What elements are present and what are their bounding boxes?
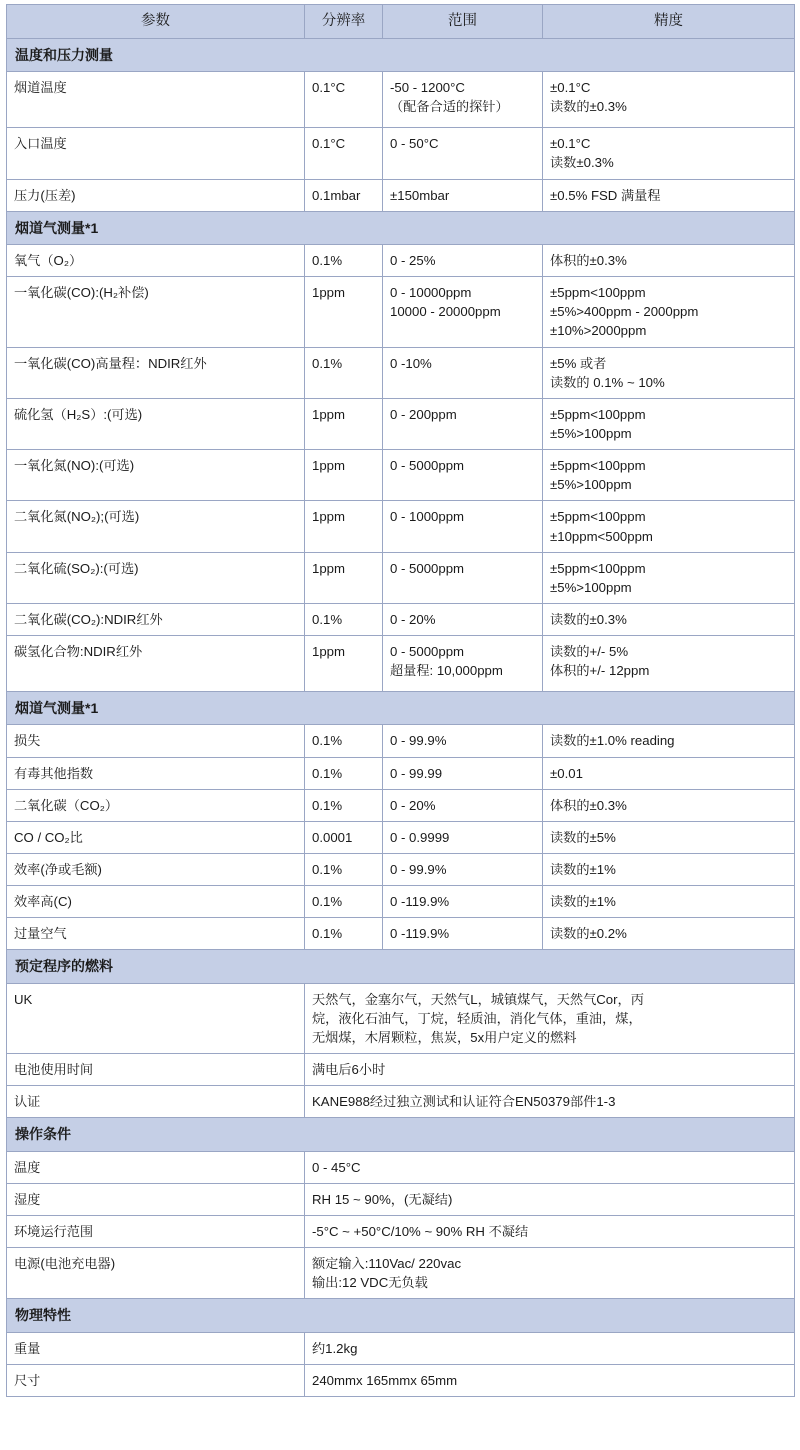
- cell-accuracy: ±5ppm<100ppm ±5%>400ppm - 2000ppm ±10%>2000ppm: [543, 277, 795, 347]
- cell-resolution: 0.1%: [305, 347, 383, 398]
- table-row: [7, 854, 795, 886]
- cell-resolution: 0.1%: [305, 604, 383, 636]
- column-header-resolution: 分辨率: [305, 5, 383, 39]
- cell-range: -50 - 1200°C （配备合适的探针）: [383, 72, 543, 128]
- cell-parameter: 烟道温度: [7, 72, 305, 128]
- column-header-accuracy: 精度: [543, 5, 795, 39]
- cell-parameter: 温度: [7, 1151, 305, 1183]
- cell-parameter: 有毒其他指数: [7, 757, 305, 789]
- cell-parameter: 湿度: [7, 1183, 305, 1215]
- table-row: [7, 636, 795, 692]
- table-row: [7, 1364, 795, 1396]
- section-title: 物理特性: [7, 1299, 795, 1332]
- table-row: [7, 725, 795, 757]
- cell-accuracy: 体积的±0.3%: [543, 245, 795, 277]
- cell-resolution: 0.1°C: [305, 128, 383, 179]
- cell-parameter: 二氧化碳（CO₂）: [7, 789, 305, 821]
- section-header-row: [7, 1299, 795, 1332]
- cell-parameter: 电池使用时间: [7, 1054, 305, 1086]
- section-title: 操作条件: [7, 1118, 795, 1151]
- cell-parameter: 一氧化碳(CO)高量程：NDIR红外: [7, 347, 305, 398]
- cell-parameter: 损失: [7, 725, 305, 757]
- table-row: [7, 983, 795, 1053]
- cell-accuracy: ±5ppm<100ppm ±10ppm<500ppm: [543, 501, 795, 552]
- cell-parameter: 效率(净或毛额): [7, 854, 305, 886]
- cell-parameter: 效率高(C): [7, 886, 305, 918]
- table-row: [7, 128, 795, 179]
- cell-range: 0 -10%: [383, 347, 543, 398]
- header-row: [7, 5, 795, 39]
- cell-range: 0 - 99.99: [383, 757, 543, 789]
- cell-accuracy: ±0.1°C 读数±0.3%: [543, 128, 795, 179]
- cell-range: 0 - 5000ppm: [383, 552, 543, 603]
- cell-resolution: 1ppm: [305, 501, 383, 552]
- table-row: [7, 245, 795, 277]
- cell-resolution: 1ppm: [305, 552, 383, 603]
- cell-parameter: 认证: [7, 1086, 305, 1118]
- section-header-row: [7, 1118, 795, 1151]
- section-header-row: [7, 39, 795, 72]
- cell-resolution: 1ppm: [305, 450, 383, 501]
- cell-accuracy: ±5ppm<100ppm ±5%>100ppm: [543, 450, 795, 501]
- cell-value: RH 15 ~ 90%，(无凝结): [305, 1183, 795, 1215]
- cell-accuracy: 体积的±0.3%: [543, 789, 795, 821]
- cell-value: 0 - 45°C: [305, 1151, 795, 1183]
- cell-value: KANE988经过独立测试和认证符合EN50379部件1-3: [305, 1086, 795, 1118]
- cell-range: 0 - 5000ppm: [383, 450, 543, 501]
- table-row: [7, 1216, 795, 1248]
- section-header-row: [7, 950, 795, 983]
- table-row: [7, 347, 795, 398]
- cell-range: 0 -119.9%: [383, 886, 543, 918]
- column-header-parameter: 参数: [7, 5, 305, 39]
- cell-parameter: 重量: [7, 1332, 305, 1364]
- cell-resolution: 0.1%: [305, 757, 383, 789]
- table-row: [7, 918, 795, 950]
- cell-parameter: UK: [7, 983, 305, 1053]
- table-row: [7, 552, 795, 603]
- section-title: 烟道气测量*1: [7, 211, 795, 244]
- cell-range: 0 -119.9%: [383, 918, 543, 950]
- cell-parameter: 一氧化氮(NO):(可选): [7, 450, 305, 501]
- cell-range: 0 - 10000ppm 10000 - 20000ppm: [383, 277, 543, 347]
- cell-accuracy: 读数的+/- 5% 体积的+/- 12ppm: [543, 636, 795, 692]
- table-body: [7, 39, 795, 1397]
- cell-parameter: 硫化氢（H₂S）:(可选): [7, 398, 305, 449]
- table-row: [7, 604, 795, 636]
- cell-accuracy: 读数的±1.0% reading: [543, 725, 795, 757]
- cell-accuracy: 读数的±1%: [543, 854, 795, 886]
- cell-parameter: 二氧化氮(NO₂);(可选): [7, 501, 305, 552]
- cell-parameter: 环境运行范围: [7, 1216, 305, 1248]
- cell-accuracy: 读数的±1%: [543, 886, 795, 918]
- table-row: [7, 398, 795, 449]
- table-row: [7, 1151, 795, 1183]
- cell-resolution: 0.1%: [305, 245, 383, 277]
- section-title: 温度和压力测量: [7, 39, 795, 72]
- cell-resolution: 1ppm: [305, 277, 383, 347]
- table-row: [7, 179, 795, 211]
- section-title: 预定程序的燃料: [7, 950, 795, 983]
- table-row: [7, 789, 795, 821]
- cell-resolution: 0.1°C: [305, 72, 383, 128]
- table-header: [7, 5, 795, 39]
- cell-range: ±150mbar: [383, 179, 543, 211]
- cell-value: 额定输入:110Vac/ 220vac 输出:12 VDC无负载: [305, 1248, 795, 1299]
- cell-range: 0 - 99.9%: [383, 725, 543, 757]
- cell-resolution: 0.1%: [305, 854, 383, 886]
- cell-resolution: 0.1%: [305, 789, 383, 821]
- cell-resolution: 1ppm: [305, 636, 383, 692]
- cell-parameter: 过量空气: [7, 918, 305, 950]
- cell-resolution: 0.1mbar: [305, 179, 383, 211]
- cell-parameter: 一氧化碳(CO):(H₂补偿): [7, 277, 305, 347]
- cell-accuracy: 读数的±0.2%: [543, 918, 795, 950]
- cell-parameter: 电源(电池充电器): [7, 1248, 305, 1299]
- cell-accuracy: ±0.5% FSD 满量程: [543, 179, 795, 211]
- specification-table: [6, 4, 795, 1397]
- table-row: [7, 1183, 795, 1215]
- table-row: [7, 1248, 795, 1299]
- cell-accuracy: 读数的±5%: [543, 821, 795, 853]
- cell-range: 0 - 1000ppm: [383, 501, 543, 552]
- table-row: [7, 450, 795, 501]
- cell-parameter: 二氧化硫(SO₂):(可选): [7, 552, 305, 603]
- cell-accuracy: ±5ppm<100ppm ±5%>100ppm: [543, 398, 795, 449]
- cell-range: 0 - 200ppm: [383, 398, 543, 449]
- cell-value: 满电后6小时: [305, 1054, 795, 1086]
- section-header-row: [7, 211, 795, 244]
- column-header-range: 范围: [383, 5, 543, 39]
- cell-resolution: 0.1%: [305, 886, 383, 918]
- cell-accuracy: ±0.1°C 读数的±0.3%: [543, 72, 795, 128]
- cell-accuracy: ±5ppm<100ppm ±5%>100ppm: [543, 552, 795, 603]
- section-title: 烟道气测量*1: [7, 692, 795, 725]
- table-row: [7, 886, 795, 918]
- cell-accuracy: ±0.01: [543, 757, 795, 789]
- cell-parameter: CO / CO₂比: [7, 821, 305, 853]
- cell-value: 约1.2kg: [305, 1332, 795, 1364]
- cell-value: 天然气，金塞尔气，天然气L，城镇煤气，天然气Cor，丙 烷，液化石油气，丁烷，轻质油，消化气体，重油，煤， 无烟煤，木屑颗粒，焦炭，5x用户定义的燃料: [305, 983, 795, 1053]
- cell-parameter: 入口温度: [7, 128, 305, 179]
- cell-value: -5°C ~ +50°C/10% ~ 90% RH 不凝结: [305, 1216, 795, 1248]
- cell-resolution: 1ppm: [305, 398, 383, 449]
- table-row: [7, 757, 795, 789]
- cell-accuracy: ±5% 或者 读数的 0.1% ~ 10%: [543, 347, 795, 398]
- cell-parameter: 尺寸: [7, 1364, 305, 1396]
- table-row: [7, 72, 795, 128]
- cell-parameter: 碳氢化合物:NDIR红外: [7, 636, 305, 692]
- table-row: [7, 1086, 795, 1118]
- table-row: [7, 821, 795, 853]
- cell-resolution: 0.0001: [305, 821, 383, 853]
- table-row: [7, 277, 795, 347]
- table-row: [7, 1332, 795, 1364]
- cell-value: 240mmx 165mmx 65mm: [305, 1364, 795, 1396]
- section-header-row: [7, 692, 795, 725]
- cell-parameter: 二氧化碳(CO₂):NDIR红外: [7, 604, 305, 636]
- cell-range: 0 - 20%: [383, 604, 543, 636]
- cell-accuracy: 读数的±0.3%: [543, 604, 795, 636]
- cell-range: 0 - 25%: [383, 245, 543, 277]
- cell-range: 0 - 0.9999: [383, 821, 543, 853]
- cell-resolution: 0.1%: [305, 918, 383, 950]
- cell-range: 0 - 20%: [383, 789, 543, 821]
- cell-parameter: 氧气（O₂）: [7, 245, 305, 277]
- cell-resolution: 0.1%: [305, 725, 383, 757]
- cell-parameter: 压力(压差): [7, 179, 305, 211]
- cell-range: 0 - 5000ppm 超量程: 10,000ppm: [383, 636, 543, 692]
- cell-range: 0 - 50°C: [383, 128, 543, 179]
- cell-range: 0 - 99.9%: [383, 854, 543, 886]
- table-row: [7, 1054, 795, 1086]
- table-row: [7, 501, 795, 552]
